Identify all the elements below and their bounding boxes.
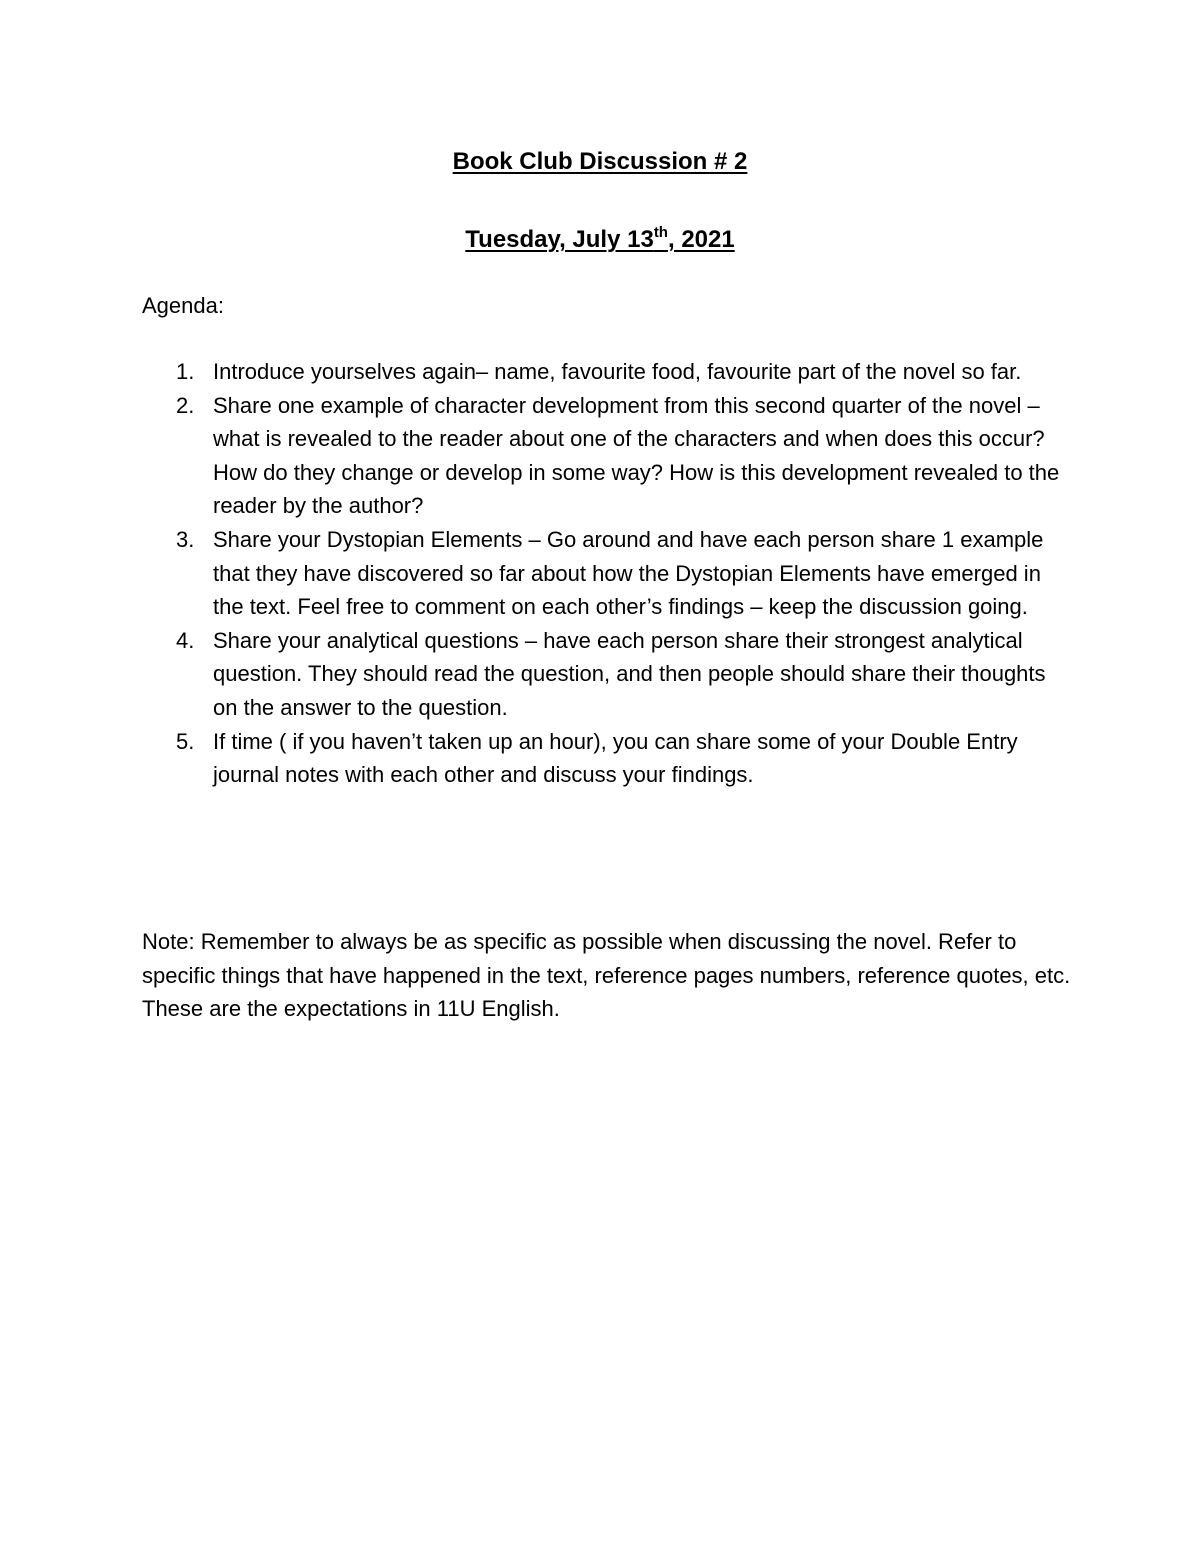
agenda-item-text: Share one example of character development from this second quarter of the novel – what is revealed to the reader about one of the characters and when does this occur? How do they change or develop in some way? How is this development revealed to the reader by the author? xyxy=(213,392,1060,519)
agenda-item-number: 4. xyxy=(176,627,195,653)
agenda-item-text: Introduce yourselves again– name, favourite food, favourite part of the novel so far. xyxy=(213,359,1022,384)
agenda-item-text: Share your analytical questions – have each person share their strongest analytical question. They should read the question, and then people should share their thoughts on the answer to the question. xyxy=(213,627,1046,720)
agenda-item xyxy=(142,389,1072,523)
date-ordinal-suffix: th xyxy=(653,224,668,241)
meeting-date xyxy=(0,226,1200,254)
agenda-item xyxy=(142,523,1072,624)
date-prefix: Tuesday, July 13 xyxy=(465,226,654,253)
agenda-item-number: 1. xyxy=(176,359,195,384)
agenda-item-number: 2. xyxy=(176,392,195,418)
agenda-item xyxy=(142,355,1072,389)
agenda-item-text: If time ( if you haven’t taken up an hour), you can share some of your Double Entry journal notes with each other and discuss your findings. xyxy=(213,728,1018,788)
date-year: , 2021 xyxy=(667,226,735,253)
note-paragraph: Note: Remember to always be as specific as possible when discussing the novel. Refer to specific things that have happened in the text, reference pages numbers, reference quotes, etc. These are the expectations in 11U English. xyxy=(142,929,1071,1022)
agenda-item xyxy=(142,725,1072,792)
agenda-label: Agenda: xyxy=(142,293,224,318)
document-title: Book Club Discussion # 2 xyxy=(452,148,748,175)
agenda-item-number: 3. xyxy=(176,526,195,552)
agenda-list xyxy=(142,355,1072,792)
agenda-item-text: Share your Dystopian Elements – Go around and have each person share 1 example that they have discovered so far about how the Dystopian Elements have emerged in the text. Feel free to comment on each other’s findings – keep the discussion going. xyxy=(213,526,1044,620)
agenda-item xyxy=(142,624,1072,725)
agenda-item-number: 5. xyxy=(176,728,195,754)
